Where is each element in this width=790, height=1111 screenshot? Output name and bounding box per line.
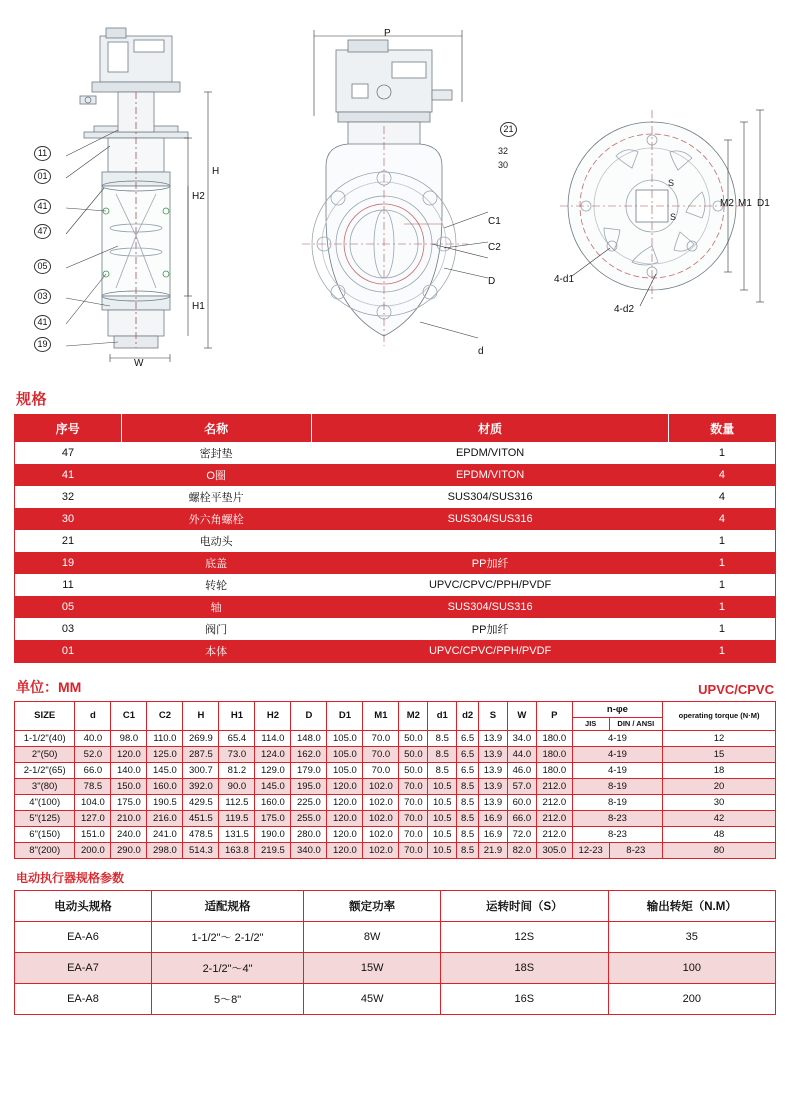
act-header-torque: 输出转矩（N.M） <box>608 890 775 921</box>
cell-qty: 1 <box>669 618 776 640</box>
dim-header-S: S <box>479 702 508 731</box>
table-row <box>15 618 776 640</box>
table-row <box>15 921 776 952</box>
unit-label: 单位：MM <box>16 679 82 695</box>
table-row <box>15 983 776 1014</box>
act-header-model: 电动头规格 <box>15 890 152 921</box>
cell-M2: 70.0 <box>399 826 428 842</box>
cell-h: 429.5 <box>183 794 219 810</box>
cell-no: 01 <box>15 640 122 663</box>
cell-torque: 12 <box>663 730 776 746</box>
cell-c2: 110.0 <box>147 730 183 746</box>
cell-no: 19 <box>15 552 122 574</box>
cell-W: 34.0 <box>507 730 536 746</box>
cell-torque: 18 <box>663 762 776 778</box>
cell-size: 8"(200) <box>15 842 75 858</box>
cell-nphi: 8-19 <box>572 778 662 794</box>
cell-material: SUS304/SUS316 <box>311 486 669 508</box>
cell-no: 21 <box>15 530 122 552</box>
cell-h2: 160.0 <box>255 794 291 810</box>
cell-size: 2-1/2"(65) <box>15 762 75 778</box>
cell-h2: 124.0 <box>255 746 291 762</box>
dim-M1: M1 <box>738 198 752 209</box>
cell-M2: 70.0 <box>399 842 428 858</box>
cell-h: 269.9 <box>183 730 219 746</box>
cell-W: 72.0 <box>507 826 536 842</box>
cell-name: 电动头 <box>121 530 311 552</box>
dim-header-nphi: n-φe <box>572 702 662 718</box>
dim-header-d: d <box>75 702 111 731</box>
callout-30: 30 <box>498 160 509 170</box>
cell-qty: 1 <box>669 640 776 663</box>
cell-M1: 70.0 <box>363 730 399 746</box>
cell-d1: 10.5 <box>428 826 457 842</box>
dim-header-size: SIZE <box>15 702 75 731</box>
dim-header-W: W <box>507 702 536 731</box>
callout-S-top: S <box>668 178 675 188</box>
cell-D1: 120.0 <box>327 778 363 794</box>
cell-d: 66.0 <box>75 762 111 778</box>
table-row <box>15 464 776 486</box>
cell-no: 30 <box>15 508 122 530</box>
cell-D: 179.0 <box>291 762 327 778</box>
cell-h1: 73.0 <box>219 746 255 762</box>
dim-C2: C2 <box>488 242 501 253</box>
cell-torque: 80 <box>663 842 776 858</box>
act-header-fit: 适配规格 <box>151 890 303 921</box>
cell-name: 轴 <box>121 596 311 618</box>
cell-no: 11 <box>15 574 122 596</box>
cell-P: 212.0 <box>536 794 572 810</box>
cell-D1: 105.0 <box>327 730 363 746</box>
cell-nphi: 8-23 <box>572 810 662 826</box>
cell-d1: 10.5 <box>428 778 457 794</box>
dim-header-D1: D1 <box>327 702 363 731</box>
cell-size: 2"(50) <box>15 746 75 762</box>
cell-qty: 1 <box>669 530 776 552</box>
callout-32: 32 <box>498 146 509 156</box>
cell-P: 180.0 <box>536 730 572 746</box>
cell-M1: 70.0 <box>363 746 399 762</box>
unit-material-label: UPVC/CPVC <box>698 682 774 697</box>
cell-M1: 70.0 <box>363 762 399 778</box>
cell-D1: 120.0 <box>327 842 363 858</box>
dim-H2: H2 <box>192 191 205 202</box>
cell-M2: 70.0 <box>399 810 428 826</box>
callout-47: 47 <box>34 224 51 239</box>
dim-header-h1: H1 <box>219 702 255 731</box>
cell-nphi: 8-19 <box>572 794 662 810</box>
cell-material: SUS304/SUS316 <box>311 596 669 618</box>
callout-41-lower: 41 <box>34 315 51 330</box>
cell-qty: 4 <box>669 486 776 508</box>
dim-H: H <box>212 166 220 177</box>
dim-header-M2: M2 <box>399 702 428 731</box>
cell-fit: 2-1/2"～4" <box>151 952 303 983</box>
cell-qty: 1 <box>669 552 776 574</box>
cell-h1: 81.2 <box>219 762 255 778</box>
table-row <box>15 794 776 810</box>
cell-h2: 175.0 <box>255 810 291 826</box>
cell-c2: 190.5 <box>147 794 183 810</box>
cell-d2: 8.5 <box>457 778 479 794</box>
cell-jis: 12-23 <box>572 842 609 858</box>
cell-d: 104.0 <box>75 794 111 810</box>
callout-05: 05 <box>34 259 51 274</box>
cell-qty: 1 <box>669 442 776 464</box>
cell-torque: 200 <box>608 983 775 1014</box>
cell-material: EPDM/VITON <box>311 442 669 464</box>
cell-D: 255.0 <box>291 810 327 826</box>
header-no: 序号 <box>15 415 122 443</box>
drawing-top-flange <box>552 6 790 371</box>
cell-material: UPVC/CPVC/PPH/PVDF <box>311 640 669 663</box>
cell-D1: 120.0 <box>327 826 363 842</box>
dim-header-jis: JIS <box>572 718 609 731</box>
cell-P: 180.0 <box>536 762 572 778</box>
cell-d1: 10.5 <box>428 794 457 810</box>
cell-d2: 8.5 <box>457 826 479 842</box>
header-name: 名称 <box>121 415 311 443</box>
cell-h: 300.7 <box>183 762 219 778</box>
cell-d2: 6.5 <box>457 762 479 778</box>
cell-time: 18S <box>441 952 608 983</box>
cell-M2: 50.0 <box>399 746 428 762</box>
cell-c2: 216.0 <box>147 810 183 826</box>
dim-D1: D1 <box>757 198 770 209</box>
cell-nphi: 4-19 <box>572 746 662 762</box>
cell-d1: 8.5 <box>428 762 457 778</box>
cell-h2: 129.0 <box>255 762 291 778</box>
cell-c1: 98.0 <box>111 730 147 746</box>
cell-d2: 8.5 <box>457 794 479 810</box>
cell-c2: 145.0 <box>147 762 183 778</box>
cell-c1: 290.0 <box>111 842 147 858</box>
cell-M1: 102.0 <box>363 826 399 842</box>
cell-size: 5"(125) <box>15 810 75 826</box>
cell-size: 6"(150) <box>15 826 75 842</box>
cell-P: 212.0 <box>536 810 572 826</box>
cell-h1: 65.4 <box>219 730 255 746</box>
dim-P: P <box>384 28 391 39</box>
dim-W: W <box>134 358 144 369</box>
cell-c2: 160.0 <box>147 778 183 794</box>
table-row <box>15 810 776 826</box>
parts-table-header-row <box>15 415 776 443</box>
dim-4-d2: 4-d2 <box>614 304 635 315</box>
cell-nphi: 4-19 <box>572 730 662 746</box>
cell-c2: 241.0 <box>147 826 183 842</box>
cell-torque: 100 <box>608 952 775 983</box>
table-row <box>15 596 776 618</box>
cell-name: 螺栓平垫片 <box>121 486 311 508</box>
cell-power: 15W <box>304 952 441 983</box>
cell-D1: 105.0 <box>327 762 363 778</box>
dim-D: D <box>488 276 496 287</box>
cell-S: 16.9 <box>479 810 508 826</box>
cell-d1: 10.5 <box>428 810 457 826</box>
cell-S: 13.9 <box>479 746 508 762</box>
cell-M1: 102.0 <box>363 778 399 794</box>
cell-M2: 50.0 <box>399 762 428 778</box>
cell-S: 13.9 <box>479 794 508 810</box>
cell-P: 212.0 <box>536 778 572 794</box>
table-row <box>15 508 776 530</box>
cell-torque: 15 <box>663 746 776 762</box>
cell-fit: 5～8" <box>151 983 303 1014</box>
dim-header-d2: d2 <box>457 702 479 731</box>
cell-W: 46.0 <box>507 762 536 778</box>
cell-d: 40.0 <box>75 730 111 746</box>
cell-d2: 6.5 <box>457 730 479 746</box>
cell-h: 478.5 <box>183 826 219 842</box>
cell-D: 280.0 <box>291 826 327 842</box>
cell-no: 32 <box>15 486 122 508</box>
table-row <box>15 842 776 858</box>
callout-19: 19 <box>34 337 51 352</box>
cell-M1: 102.0 <box>363 842 399 858</box>
cell-d: 200.0 <box>75 842 111 858</box>
cell-h2: 219.5 <box>255 842 291 858</box>
cell-name: 本体 <box>121 640 311 663</box>
cell-S: 16.9 <box>479 826 508 842</box>
dim-4-d1: 4-d1 <box>554 274 575 285</box>
table-row <box>15 730 776 746</box>
header-qty: 数量 <box>669 415 776 443</box>
cell-W: 66.0 <box>507 810 536 826</box>
cell-h1: 163.8 <box>219 842 255 858</box>
table-row <box>15 826 776 842</box>
cell-model: EA-A7 <box>15 952 152 983</box>
actuator-section-title: 电动执行器规格参数 <box>16 870 125 885</box>
dim-M2: M2 <box>720 198 734 209</box>
cell-d1: 10.5 <box>428 842 457 858</box>
dim-header-h: H <box>183 702 219 731</box>
dim-header-torque: operating torque (N·M) <box>663 702 776 731</box>
cell-name: O圈 <box>121 464 311 486</box>
cell-h2: 145.0 <box>255 778 291 794</box>
cell-P: 212.0 <box>536 826 572 842</box>
cell-d: 78.5 <box>75 778 111 794</box>
cell-model: EA-A6 <box>15 921 152 952</box>
cell-material: PP加纤 <box>311 618 669 640</box>
cell-qty: 4 <box>669 508 776 530</box>
dim-header-h2: H2 <box>255 702 291 731</box>
cell-qty: 4 <box>669 464 776 486</box>
parts-table <box>14 414 776 663</box>
cell-h: 514.3 <box>183 842 219 858</box>
cell-qty: 1 <box>669 574 776 596</box>
cell-material: PP加纤 <box>311 552 669 574</box>
cell-M2: 70.0 <box>399 794 428 810</box>
dim-header-c2: C2 <box>147 702 183 731</box>
drawing-front-view <box>292 6 542 371</box>
cell-torque: 35 <box>608 921 775 952</box>
cell-c1: 140.0 <box>111 762 147 778</box>
table-row <box>15 746 776 762</box>
cell-din: 8-23 <box>609 842 663 858</box>
cell-d2: 6.5 <box>457 746 479 762</box>
cell-power: 8W <box>304 921 441 952</box>
unit-row <box>16 677 774 697</box>
cell-h: 451.5 <box>183 810 219 826</box>
cell-M1: 102.0 <box>363 810 399 826</box>
cell-torque: 42 <box>663 810 776 826</box>
table-row <box>15 574 776 596</box>
dim-header-c1: C1 <box>111 702 147 731</box>
cell-c1: 175.0 <box>111 794 147 810</box>
cell-D: 340.0 <box>291 842 327 858</box>
cell-size: 1-1/2"(40) <box>15 730 75 746</box>
cell-c1: 120.0 <box>111 746 147 762</box>
table-row <box>15 778 776 794</box>
dim-header-M1: M1 <box>363 702 399 731</box>
callout-03: 03 <box>34 289 51 304</box>
cell-name: 阀门 <box>121 618 311 640</box>
table-row <box>15 952 776 983</box>
cell-h2: 114.0 <box>255 730 291 746</box>
cell-W: 44.0 <box>507 746 536 762</box>
callout-01: 01 <box>34 169 51 184</box>
dim-H1: H1 <box>192 301 205 312</box>
cell-h: 287.5 <box>183 746 219 762</box>
cell-h1: 90.0 <box>219 778 255 794</box>
cell-size: 4"(100) <box>15 794 75 810</box>
cell-torque: 20 <box>663 778 776 794</box>
cell-P: 305.0 <box>536 842 572 858</box>
cell-torque: 48 <box>663 826 776 842</box>
cell-D: 195.0 <box>291 778 327 794</box>
table-row <box>15 640 776 663</box>
cell-fit: 1-1/2"～ 2-1/2" <box>151 921 303 952</box>
cell-M1: 102.0 <box>363 794 399 810</box>
cell-qty: 1 <box>669 596 776 618</box>
cell-size: 3"(80) <box>15 778 75 794</box>
table-row <box>15 442 776 464</box>
dimension-table <box>14 701 776 859</box>
dim-d: d <box>478 346 484 357</box>
dim-C1: C1 <box>488 216 501 227</box>
cell-d2: 8.5 <box>457 842 479 858</box>
dim-header-d1: d1 <box>428 702 457 731</box>
cell-D: 148.0 <box>291 730 327 746</box>
cell-d: 52.0 <box>75 746 111 762</box>
callout-21: 21 <box>500 122 517 137</box>
cell-c1: 150.0 <box>111 778 147 794</box>
callout-41-upper: 41 <box>34 199 51 214</box>
cell-d1: 8.5 <box>428 730 457 746</box>
cell-nphi: 4-19 <box>572 762 662 778</box>
cell-d2: 8.5 <box>457 810 479 826</box>
cell-W: 57.0 <box>507 778 536 794</box>
act-header-power: 额定功率 <box>304 890 441 921</box>
cell-torque: 30 <box>663 794 776 810</box>
callout-11: 11 <box>34 146 51 161</box>
cell-M2: 50.0 <box>399 730 428 746</box>
cell-name: 密封垫 <box>121 442 311 464</box>
cell-material: UPVC/CPVC/PPH/PVDF <box>311 574 669 596</box>
dim-header-P: P <box>536 702 572 731</box>
cell-d1: 8.5 <box>428 746 457 762</box>
cell-name: 外六角螺栓 <box>121 508 311 530</box>
cell-c1: 240.0 <box>111 826 147 842</box>
cell-D1: 120.0 <box>327 810 363 826</box>
cell-no: 03 <box>15 618 122 640</box>
cell-no: 41 <box>15 464 122 486</box>
cell-time: 16S <box>441 983 608 1014</box>
cell-power: 45W <box>304 983 441 1014</box>
drawings-area <box>14 6 776 376</box>
cell-h1: 119.5 <box>219 810 255 826</box>
cell-no: 47 <box>15 442 122 464</box>
cell-D1: 120.0 <box>327 794 363 810</box>
cell-d: 151.0 <box>75 826 111 842</box>
table-row <box>15 486 776 508</box>
dim-header-din: DIN / ANSI <box>609 718 663 731</box>
dimension-header-row <box>15 702 776 718</box>
table-row <box>15 762 776 778</box>
cell-h1: 112.5 <box>219 794 255 810</box>
spec-section-title: 规格 <box>16 391 48 408</box>
cell-S: 13.9 <box>479 778 508 794</box>
cell-S: 21.9 <box>479 842 508 858</box>
cell-name: 转轮 <box>121 574 311 596</box>
cell-D: 225.0 <box>291 794 327 810</box>
cell-material: SUS304/SUS316 <box>311 508 669 530</box>
header-material: 材质 <box>311 415 669 443</box>
cell-P: 180.0 <box>536 746 572 762</box>
cell-S: 13.9 <box>479 730 508 746</box>
cell-c1: 210.0 <box>111 810 147 826</box>
cell-name: 底盖 <box>121 552 311 574</box>
cell-c2: 298.0 <box>147 842 183 858</box>
actuator-table <box>14 890 776 1015</box>
cell-c2: 125.0 <box>147 746 183 762</box>
cell-S: 13.9 <box>479 762 508 778</box>
cell-M2: 70.0 <box>399 778 428 794</box>
datasheet-page <box>0 6 790 1029</box>
cell-nphi: 8-23 <box>572 826 662 842</box>
table-row <box>15 530 776 552</box>
cell-material <box>311 530 669 552</box>
cell-h1: 131.5 <box>219 826 255 842</box>
cell-D1: 105.0 <box>327 746 363 762</box>
cell-no: 05 <box>15 596 122 618</box>
drawing-side-section <box>22 6 282 371</box>
cell-D: 162.0 <box>291 746 327 762</box>
act-header-time: 运转时间（S） <box>441 890 608 921</box>
actuator-header-row <box>15 890 776 921</box>
table-row <box>15 552 776 574</box>
cell-d: 127.0 <box>75 810 111 826</box>
callout-S-bottom: S <box>670 212 677 222</box>
cell-W: 82.0 <box>507 842 536 858</box>
cell-h: 392.0 <box>183 778 219 794</box>
cell-W: 60.0 <box>507 794 536 810</box>
cell-h2: 190.0 <box>255 826 291 842</box>
dim-header-D: D <box>291 702 327 731</box>
cell-time: 12S <box>441 921 608 952</box>
cell-material: EPDM/VITON <box>311 464 669 486</box>
cell-model: EA-A8 <box>15 983 152 1014</box>
